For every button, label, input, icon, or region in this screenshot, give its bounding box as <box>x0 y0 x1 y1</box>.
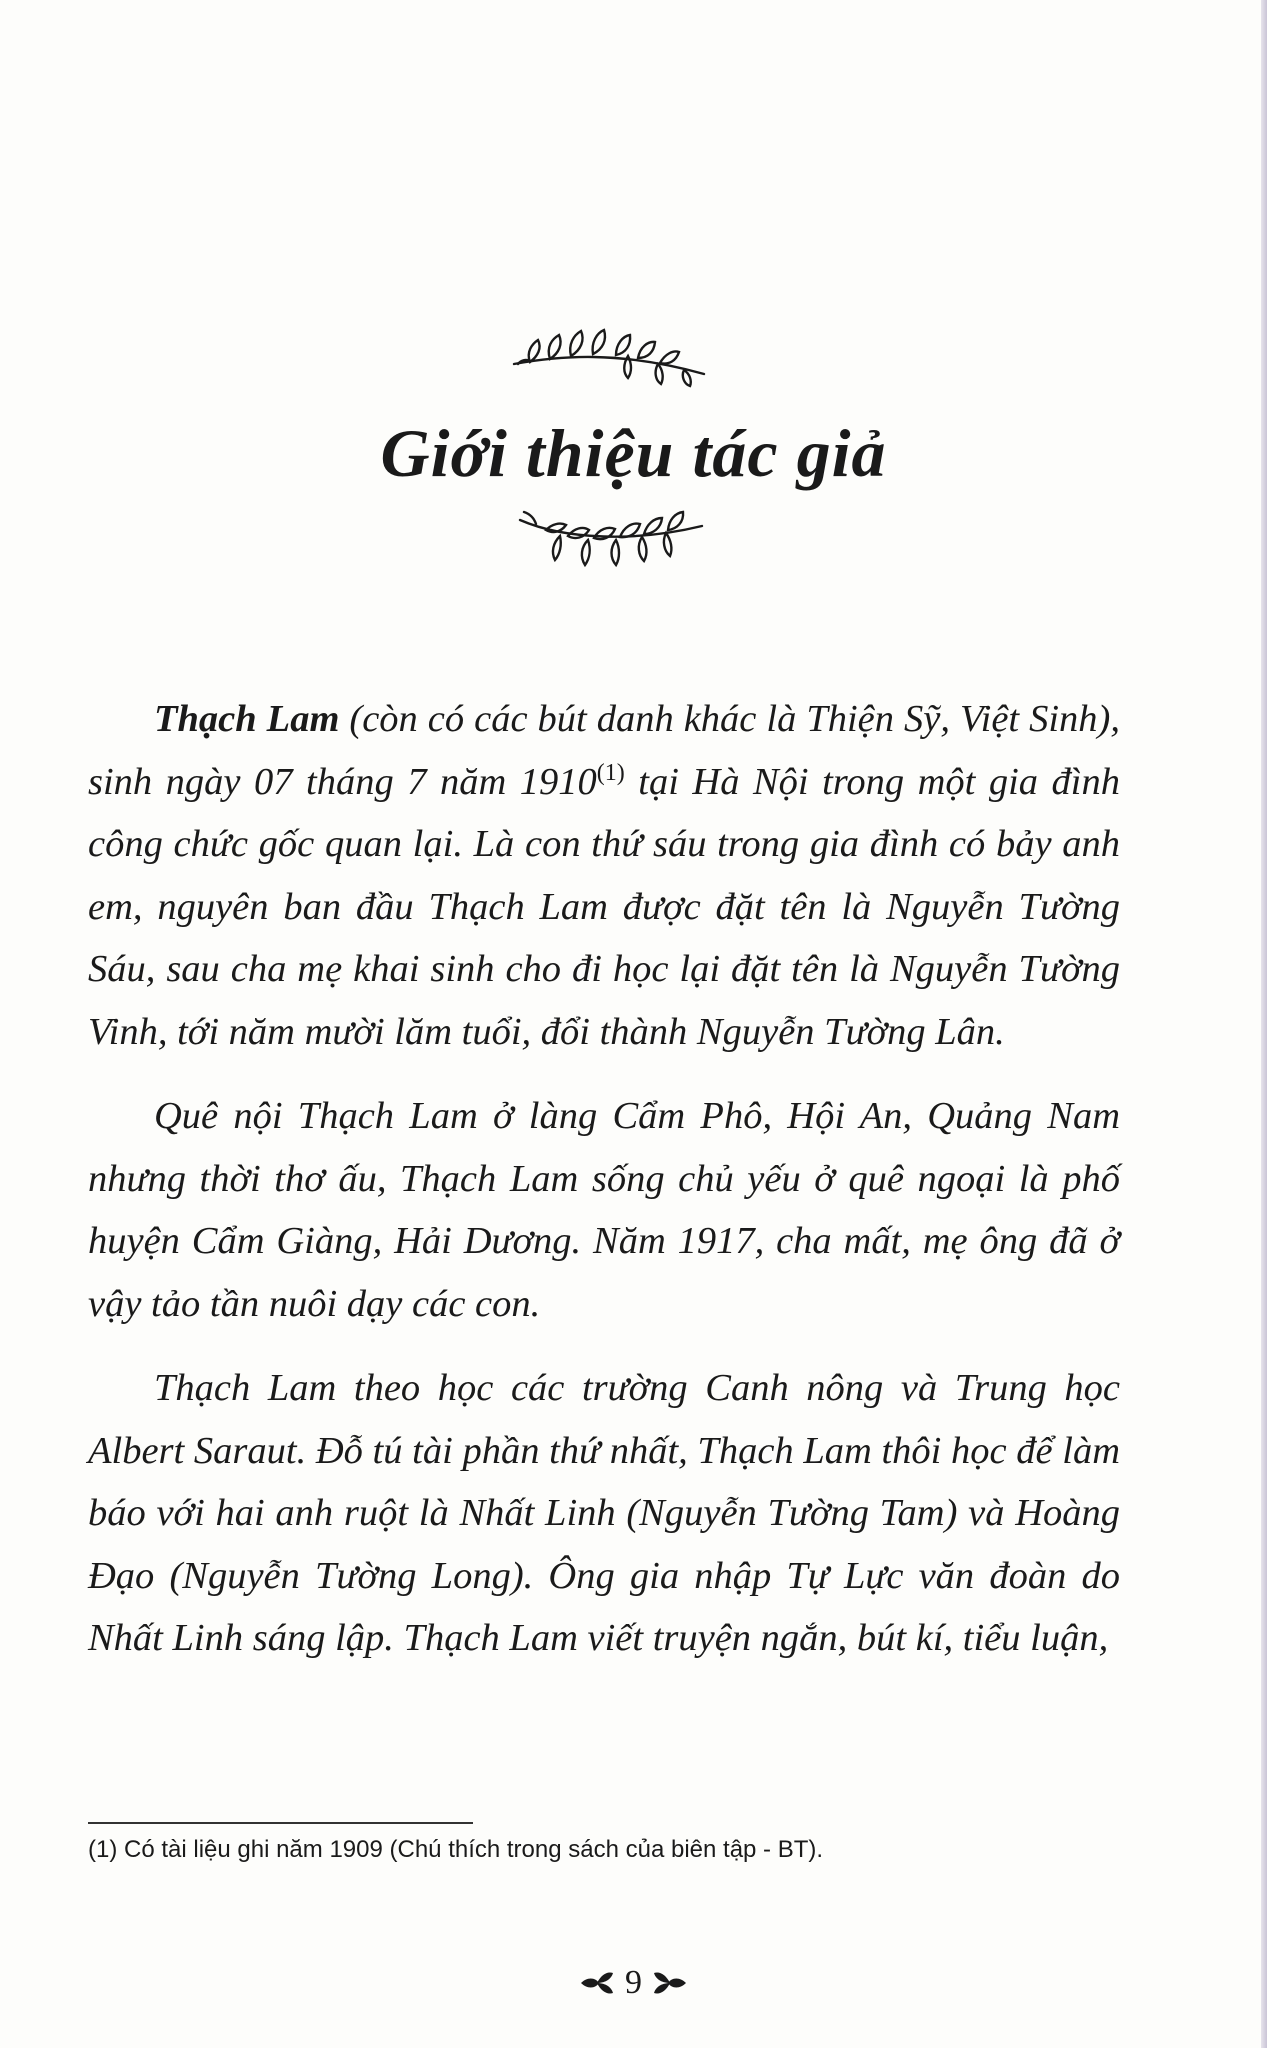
page-edge <box>1261 0 1267 2048</box>
paragraph-1-text-a: (còn có các bút danh khác là Thiện Sỹ, Việt Sinh), sinh ngày 07 tháng 7 năm 1910 <box>88 698 1120 803</box>
page-title: Giới thiệu tác giả <box>380 415 887 491</box>
footnote: (1) Có tài liệu ghi năm 1909 (Chú thích trong sách của biên tập - BT). <box>88 1836 824 1863</box>
paragraph-3: Thạch Lam theo học các trường Canh nông và Trung học Albert Saraut. Đỗ tú tài phần thứ nhất, Thạch Lam thôi học để làm báo với hai anh ruột là Nhất Linh (Nguyễn Tường Tam) và Hoàng Đạo (Nguyễn Tường Long). Ông gia nhập Tự Lực văn đoàn do Nhất Linh sáng lập. Thạch Lam viết truyện ngắn, bút kí, tiểu luận, <box>88 1367 1120 1659</box>
paragraph-1-text-b: tại Hà Nội trong một gia đình công chức gốc quan lại. Là con thứ sáu trong gia đình có bảy anh em, nguyên ban đầu Thạch Lam được đặt tên là Nguyễn Tường Sáu, sau cha mẹ khai sinh cho đi học lại đặt tên là Nguyễn Tường Vinh, tới năm mười lăm tuổi, đổi thành Nguyễn Tường Lân. <box>88 760 1120 1053</box>
author-name: Thạch Lam <box>154 698 340 740</box>
footnote-reference: (1) <box>596 759 625 786</box>
paragraph-2: Quê nội Thạch Lam ở làng Cẩm Phô, Hội An, Quảng Nam nhưng thời thơ ấu, Thạch Lam sống chủ yếu ở quê ngoại là phố huyện Cẩm Giàng, Hải Dương. Năm 1917, cha mất, mẹ ông đã ở vậy tảo tần nuôi dạy các con. <box>88 1095 1120 1325</box>
body-text <box>88 688 1120 1670</box>
page-number: 9 <box>625 1964 642 2001</box>
floral-ornament-left-icon <box>577 1966 617 2000</box>
footnote-divider <box>88 1822 473 1824</box>
laurel-ornament-top-icon <box>508 312 708 388</box>
paragraph-1 <box>88 688 1120 1063</box>
laurel-ornament-bottom-icon <box>516 506 706 574</box>
page-number-footer <box>0 1958 1267 2008</box>
floral-ornament-right-icon <box>650 1966 690 2000</box>
